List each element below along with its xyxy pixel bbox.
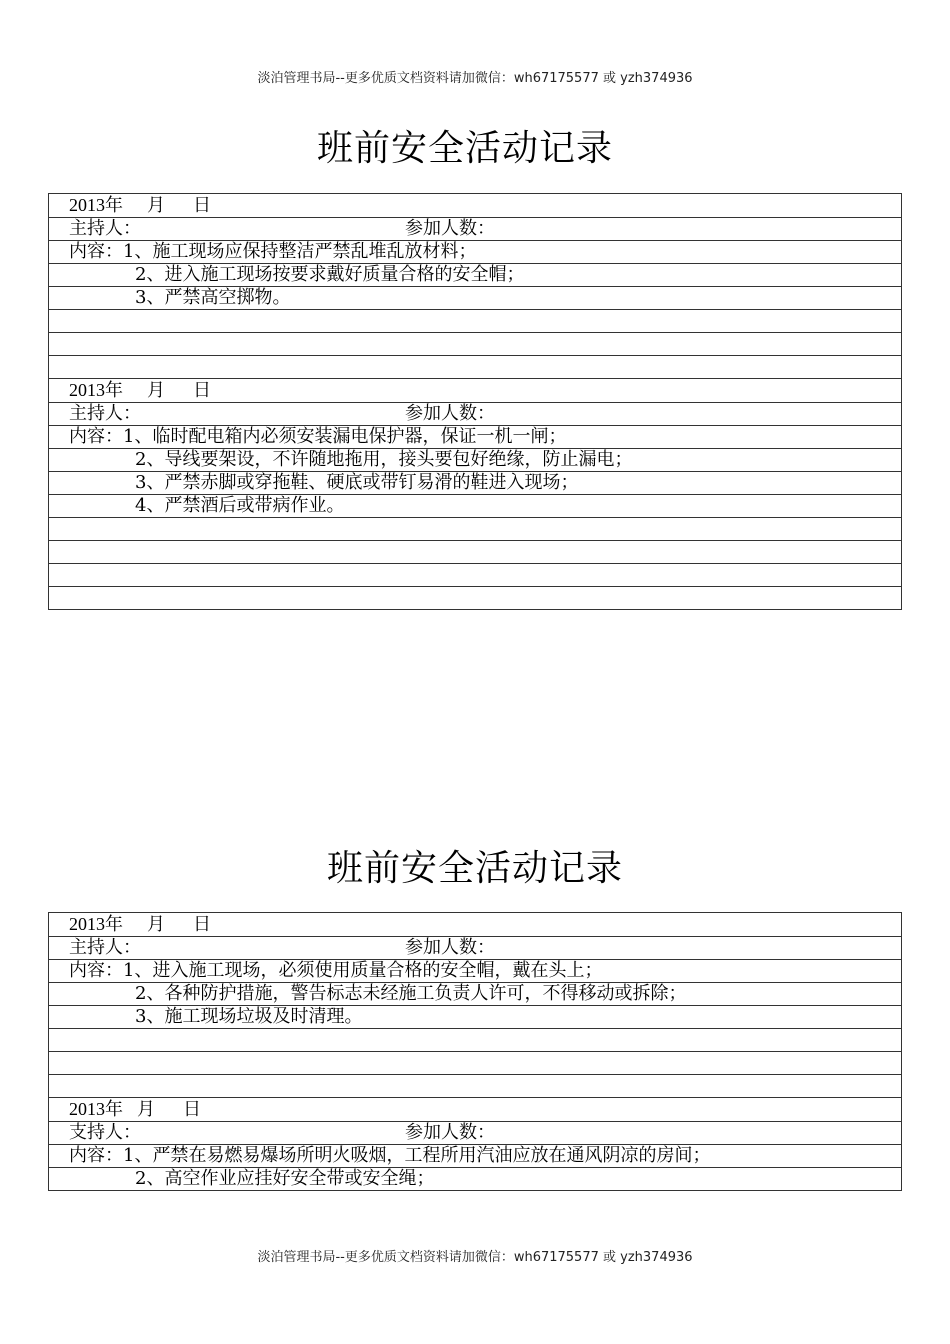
blank-row (49, 333, 902, 356)
content-row (49, 983, 902, 1006)
content-label: 内容： (69, 1145, 123, 1166)
content-item: 1、施工现场应保持整洁严禁乱堆乱放材料； (123, 241, 477, 262)
participants-label: 参加人数： (405, 218, 495, 239)
content-item: 2、进入施工现场按要求戴好质量合格的安全帽； (135, 264, 525, 285)
date-row (49, 1098, 902, 1122)
content-item: 1、临时配电箱内必须安装漏电保护器，保证一机一闸； (123, 426, 567, 447)
year-value: 2013 (69, 380, 105, 400)
blank-row (49, 587, 902, 610)
host-row (49, 403, 902, 426)
content-row (49, 1145, 902, 1168)
year-unit: 年 (105, 380, 123, 401)
blank-row (49, 541, 902, 564)
month-unit: 月 (147, 914, 165, 935)
content-row (49, 472, 902, 495)
content-item: 1、进入施工现场，必须使用质量合格的安全帽，戴在头上； (123, 960, 603, 981)
record-title: 班前安全活动记录 (316, 128, 613, 169)
content-item: 2、各种防护措施，警告标志未经施工负责人许可，不得移动或拆除； (135, 983, 687, 1004)
host-row (49, 218, 902, 241)
content-item: 3、施工现场垃圾及时清理。 (135, 1006, 363, 1027)
content-row (49, 1006, 902, 1029)
blank-row (49, 1029, 902, 1052)
content-item: 4、严禁酒后或带病作业。 (135, 495, 345, 516)
date-row (49, 379, 902, 403)
content-item: 2、导线要架设，不许随地拖用，接头要包好绝缘，防止漏电； (135, 449, 633, 470)
day-unit: 日 (183, 1099, 201, 1120)
blank-row (49, 356, 902, 379)
host-label: 主持人： (69, 403, 141, 424)
participants-label: 参加人数： (405, 1122, 495, 1143)
blank-row (49, 1052, 902, 1075)
blank-row (49, 1075, 902, 1098)
host-label: 主持人： (69, 937, 141, 958)
content-row (49, 241, 902, 264)
content-row (49, 1168, 902, 1191)
day-unit: 日 (193, 380, 211, 401)
record-title: 班前安全活动记录 (326, 848, 623, 889)
content-row (49, 960, 902, 983)
date-row (49, 913, 902, 937)
year-value: 2013 (69, 914, 105, 934)
year-value: 2013 (69, 1099, 105, 1119)
month-unit: 月 (147, 195, 165, 216)
blank-row (49, 518, 902, 541)
content-item: 1、严禁在易燃易爆场所明火吸烟，工程所用汽油应放在通风阴凉的房间； (123, 1145, 711, 1166)
content-row (49, 264, 902, 287)
activity-record-table (48, 912, 902, 1191)
content-row (49, 426, 902, 449)
content-item: 2、高空作业应挂好安全带或安全绳； (135, 1168, 435, 1189)
activity-record-table (48, 193, 902, 610)
host-row (49, 937, 902, 960)
host-row (49, 1122, 902, 1145)
year-unit: 年 (105, 195, 123, 216)
host-label: 支持人： (69, 1122, 141, 1143)
content-row (49, 287, 902, 310)
day-unit: 日 (193, 914, 211, 935)
content-item: 3、严禁高空掷物。 (135, 287, 291, 308)
participants-label: 参加人数： (405, 403, 495, 424)
content-row (49, 495, 902, 518)
host-label: 主持人： (69, 218, 141, 239)
content-row (49, 449, 902, 472)
date-row (49, 194, 902, 218)
year-unit: 年 (105, 1099, 123, 1120)
content-label: 内容： (69, 241, 123, 262)
month-unit: 月 (147, 380, 165, 401)
month-unit: 月 (137, 1099, 155, 1120)
year-value: 2013 (69, 195, 105, 215)
participants-label: 参加人数： (405, 937, 495, 958)
day-unit: 日 (193, 195, 211, 216)
page-footer: 淡泊管理书局--更多优质文档资料请加微信：wh67175577 或 yzh374936 (257, 1250, 693, 1265)
content-label: 内容： (69, 960, 123, 981)
blank-row (49, 564, 902, 587)
page-header: 淡泊管理书局--更多优质文档资料请加微信：wh67175577 或 yzh374936 (257, 71, 693, 86)
content-item: 3、严禁赤脚或穿拖鞋、硬底或带钉易滑的鞋进入现场； (135, 472, 579, 493)
year-unit: 年 (105, 914, 123, 935)
blank-row (49, 310, 902, 333)
content-label: 内容： (69, 426, 123, 447)
